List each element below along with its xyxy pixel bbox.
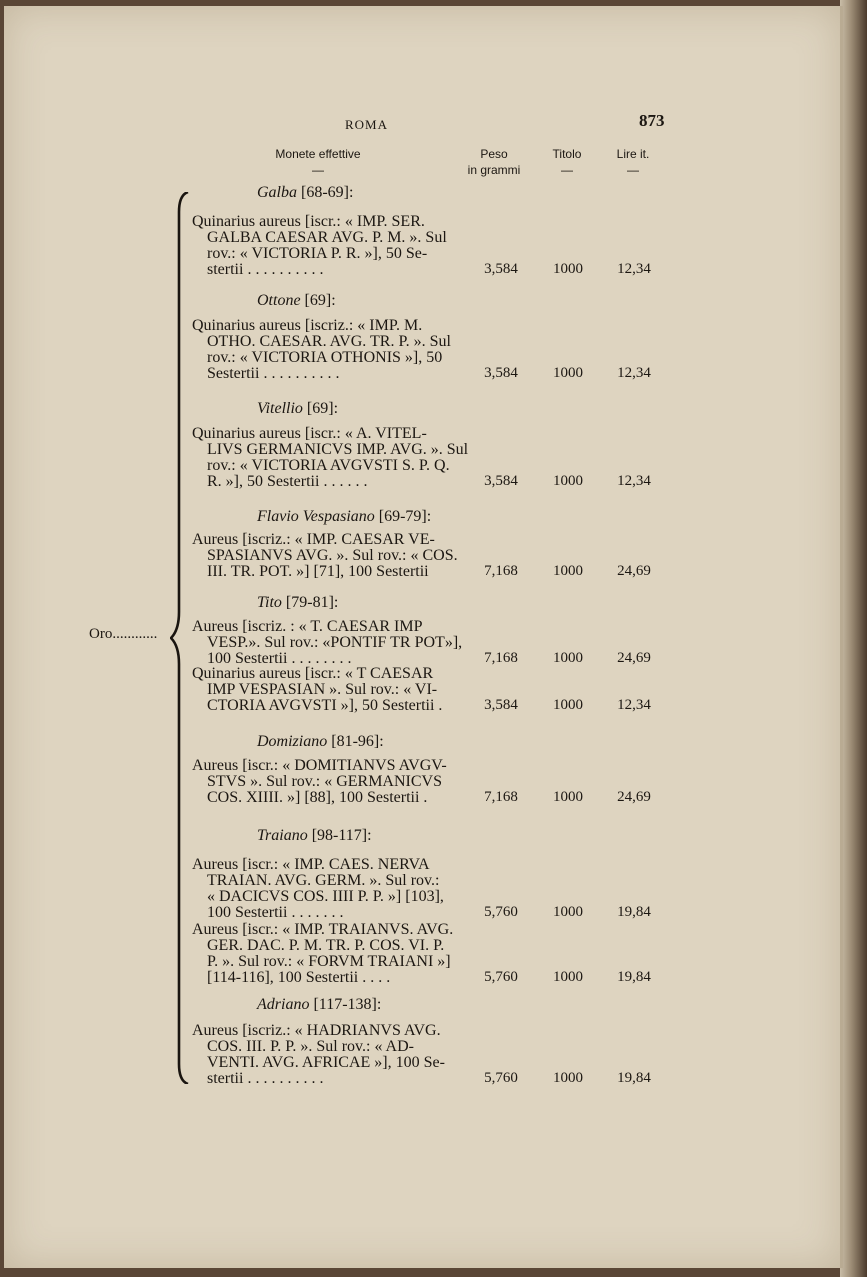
ruler-dates: [79-81]: — [281, 594, 339, 611]
coin-description-line: rov.: « VICTORIA AVGVSTI S. P. Q. — [207, 457, 450, 474]
coin-description-line: « DACICVS COS. IIII P. P. »] [103], — [207, 888, 444, 905]
coin-description-line: SPASIANVS AVG. ». Sul rov.: « COS. — [207, 547, 458, 564]
peso-value: 3,584 — [484, 365, 518, 381]
coin-description-line: Aureus [iscr.: « IMP. TRAIANVS. AVG. — [192, 921, 454, 938]
peso-value: 3,584 — [484, 697, 518, 713]
peso-value: 3,584 — [484, 473, 518, 489]
header-monete — [248, 146, 388, 178]
coin-description-line: P. ». Sul rov.: « FORVM TRAIANI »] — [207, 953, 451, 970]
ruler-heading — [257, 996, 381, 1014]
titolo-value: 1000 — [553, 261, 583, 277]
coin-description-line: Aureus [iscriz. : « T. CAESAR IMP — [192, 618, 423, 635]
ruler-heading — [257, 508, 431, 526]
ruler-dates: [69]: — [300, 292, 336, 309]
ruler-heading — [257, 827, 372, 845]
lire-value: 12,34 — [617, 697, 651, 713]
peso-value: 5,760 — [484, 1070, 518, 1086]
coin-description-line: 100 Sestertii . . . . . . . — [207, 904, 344, 921]
coin-description-line: Quinarius aureus [iscriz.: « IMP. M. — [192, 317, 423, 334]
coin-description-line: TRAIAN. AVG. GERM. ». Sul rov.: — [207, 872, 440, 889]
lire-value: 12,34 — [617, 473, 651, 489]
coin-description-line: Quinarius aureus [iscr.: « T CAESAR — [192, 665, 434, 682]
coin-description-line: STVS ». Sul rov.: « GERMANICVS — [207, 773, 442, 790]
coin-description-line: Quinarius aureus [iscr.: « A. VITEL- — [192, 425, 427, 442]
header-lire-label: Lire it. — [616, 147, 650, 161]
ruler-heading — [257, 292, 336, 310]
header-titolo-label: Titolo — [552, 147, 582, 161]
ruler-dates: [98-117]: — [307, 827, 372, 844]
lire-value: 24,69 — [617, 650, 651, 666]
coin-description-line: Aureus [iscr.: « DOMITIANVS AVGV- — [192, 757, 447, 774]
ruler-dates: [81-96]: — [327, 733, 384, 750]
coin-description-line: Aureus [iscriz.: « IMP. CAESAR VE- — [192, 531, 435, 548]
titolo-value: 1000 — [553, 563, 583, 579]
ruler-name: Galba — [257, 184, 297, 201]
coin-description-line: COS. XIIII. »] [88], 100 Sestertii . — [207, 789, 428, 806]
book-edge — [840, 0, 867, 1277]
titolo-value: 1000 — [553, 473, 583, 489]
ruler-heading — [257, 594, 338, 612]
peso-value: 7,168 — [484, 650, 518, 666]
lire-value: 19,84 — [617, 969, 651, 985]
coin-description-line: Quinarius aureus [iscr.: « IMP. SER. — [192, 213, 425, 230]
lire-value: 19,84 — [617, 904, 651, 920]
header-titolo-dash: — — [561, 163, 573, 177]
ruler-name: Adriano — [257, 996, 310, 1013]
ruler-name: Vitellio — [257, 400, 303, 417]
ruler-heading — [257, 733, 384, 751]
oro-label: Oro............ — [89, 626, 158, 642]
lire-value: 12,34 — [617, 365, 651, 381]
coin-description-line: stertii . . . . . . . . . . — [207, 1070, 324, 1087]
lire-value: 24,69 — [617, 789, 651, 805]
ruler-name: Flavio Vespasiano — [257, 508, 375, 525]
peso-value: 5,760 — [484, 904, 518, 920]
coin-description-line: LIVS GERMANICVS IMP. AVG. ». Sul — [207, 441, 469, 458]
header-peso — [454, 146, 534, 178]
titolo-value: 1000 — [553, 697, 583, 713]
titolo-value: 1000 — [553, 650, 583, 666]
titolo-value: 1000 — [553, 789, 583, 805]
coin-description-line: OTHO. CAESAR. AVG. TR. P. ». Sul — [207, 333, 451, 350]
running-head: ROMA — [345, 117, 389, 132]
coin-description-line: GER. DAC. P. M. TR. P. COS. VI. P. — [207, 937, 445, 954]
coin-description-line: Aureus [iscr.: « IMP. CAES. NERVA — [192, 856, 430, 873]
ruler-name: Tito — [257, 594, 282, 611]
header-peso-label: Peso — [480, 147, 508, 161]
titolo-value: 1000 — [553, 365, 583, 381]
peso-value: 3,584 — [484, 261, 518, 277]
coin-description-line: IMP VESPASIAN ». Sul rov.: « VI- — [207, 681, 438, 698]
header-monete-label: Monete effettive — [275, 147, 361, 161]
header-titolo — [537, 146, 597, 178]
coin-description-line: Sestertii . . . . . . . . . . — [207, 365, 340, 382]
coin-description-line: rov.: « VICTORIA P. R. »], 50 Se- — [207, 245, 428, 262]
coin-description-line: rov.: « VICTORIA OTHONIS »], 50 — [207, 349, 443, 366]
peso-value: 7,168 — [484, 789, 518, 805]
lire-value: 12,34 — [617, 261, 651, 277]
header-peso-unit: in grammi — [467, 163, 521, 177]
coin-description-line: GALBA CAESAR AVG. P. M. ». Sul — [207, 229, 447, 246]
coin-description-line: CTORIA AVGVSTI »], 50 Sestertii . — [207, 697, 443, 714]
ruler-dates: [69-79]: — [374, 508, 432, 525]
ruler-heading — [257, 184, 353, 202]
peso-value: 5,760 — [484, 969, 518, 985]
titolo-value: 1000 — [553, 904, 583, 920]
ruler-name: Traiano — [257, 827, 308, 844]
coin-description-line: COS. III. P. P. ». Sul rov.: « AD- — [207, 1038, 414, 1055]
header-lire-dash: — — [627, 163, 639, 177]
header-lire — [603, 146, 663, 178]
coin-description-line: stertii . . . . . . . . . . — [207, 261, 324, 278]
ruler-dates: [68-69]: — [297, 184, 354, 201]
coin-description-line: R. »], 50 Sestertii . . . . . . — [207, 473, 368, 490]
lire-value: 19,84 — [617, 1070, 651, 1086]
ruler-heading — [257, 400, 338, 418]
page-number: 873 — [639, 111, 665, 130]
coin-description-line: VENTI. AVG. AFRICAE »], 100 Se- — [207, 1054, 445, 1071]
curly-brace — [170, 192, 190, 1084]
coin-description-line: VESP.». Sul rov.: «PONTIF TR POT»], — [207, 634, 463, 651]
lire-value: 24,69 — [617, 563, 651, 579]
coin-description-line: III. TR. POT. »] [71], 100 Sestertii — [207, 563, 429, 580]
titolo-value: 1000 — [553, 1070, 583, 1086]
ruler-dates: [69]: — [302, 400, 339, 417]
coin-description-line: [114-116], 100 Sestertii . . . . — [207, 969, 391, 986]
peso-value: 7,168 — [484, 563, 518, 579]
coin-description-line: 100 Sestertii . . . . . . . . — [207, 650, 352, 667]
coin-description-line: Aureus [iscriz.: « HADRIANVS AVG. — [192, 1022, 441, 1039]
ruler-name: Domiziano — [257, 733, 328, 750]
titolo-value: 1000 — [553, 969, 583, 985]
ruler-dates: [117-138]: — [309, 996, 382, 1013]
header-monete-dash: — — [312, 163, 324, 177]
ruler-name: Ottone — [257, 292, 301, 309]
